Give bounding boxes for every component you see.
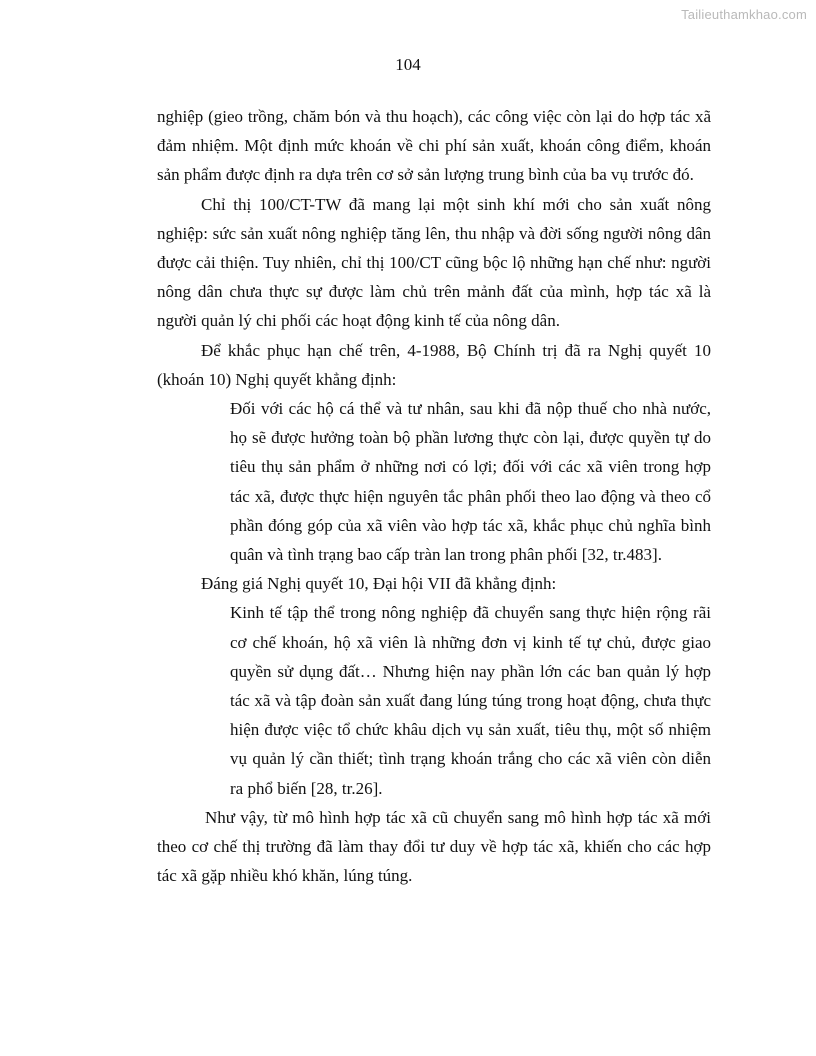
paragraph-directive-100: Chỉ thị 100/CT-TW đã mang lại một sinh khí mới cho sản xuất nông nghiệp: sức sản xuất nông nghiệp tăng lên, thu nhập và đời sống người nông dân được cải thiện. Tuy nhiên, chỉ thị 100/CT cũng bộc lộ những hạn chế như: người nông dân chưa thực sự được làm chủ trên mảnh đất của mình, hợp tác xã là người quản lý chi phối các hoạt động kinh tế của nông dân.: [157, 194, 711, 331]
block-quote-resolution-10: Đối với các hộ cá thể và tư nhân, sau khi đã nộp thuế cho nhà nước, họ sẽ được hưởng toàn bộ phần lương thực còn lại, được quyền tự do tiêu thụ sản phẩm ở những nơi có lợi; đối với các xã viên trong hợp tác xã, được thực hiện nguyên tắc phân phối theo lao động và theo cổ phần đóng góp của xã viên vào hợp tác xã, khắc phục chủ nghĩa bình quân và tình trạng bao cấp tràn lan trong phân phối [32, tr.483].: [230, 399, 711, 565]
paragraph-continuation: nghiệp (gieo trồng, chăm bón và thu hoạch), các công việc còn lại do hợp tác xã đảm nhiệm. Một định mức khoán về chi phí sản xuất, khoán công điểm, khoán sản phẩm được định ra dựa trên cơ sở sản lượng trung bình của ba vụ trước đó.: [157, 107, 711, 185]
paragraph-congress-vii-intro: Đáng giá Nghị quyết 10, Đại hội VII đã khẳng định:: [201, 574, 557, 594]
paragraph-resolution-10-intro: Để khắc phục hạn chế trên, 4-1988, Bộ Chính trị đã ra Nghị quyết 10 (khoán 10) Nghị quyết khẳng định:: [157, 340, 711, 389]
document-body: [157, 102, 711, 890]
page-number: 104: [395, 55, 421, 74]
watermark-text: Tailieuthamkhao.com: [681, 7, 807, 22]
paragraph-conclusion: Như vậy, từ mô hình hợp tác xã cũ chuyển sang mô hình hợp tác xã mới theo cơ chế thị trường đã làm thay đổi tư duy về hợp tác xã, khiến cho các hợp tác xã gặp nhiều khó khăn, lúng túng.: [157, 807, 711, 886]
block-quote-congress-vii: Kinh tế tập thể trong nông nghiệp đã chuyển sang thực hiện rộng rãi cơ chế khoán, hộ xã viên là những đơn vị kinh tế tự chủ, được giao quyền sử dụng đất… Nhưng hiện nay phần lớn các ban quản lý hợp tác xã và tập đoàn sản xuất đang lúng túng trong hoạt động, chưa thực hiện được việc tổ chức khâu dịch vụ sản xuất, tiêu thụ, một số nhiệm vụ quản lý cần thiết; tình trạng khoán trắng cho các xã viên còn diễn ra phổ biến [28, tr.26].: [230, 603, 711, 798]
